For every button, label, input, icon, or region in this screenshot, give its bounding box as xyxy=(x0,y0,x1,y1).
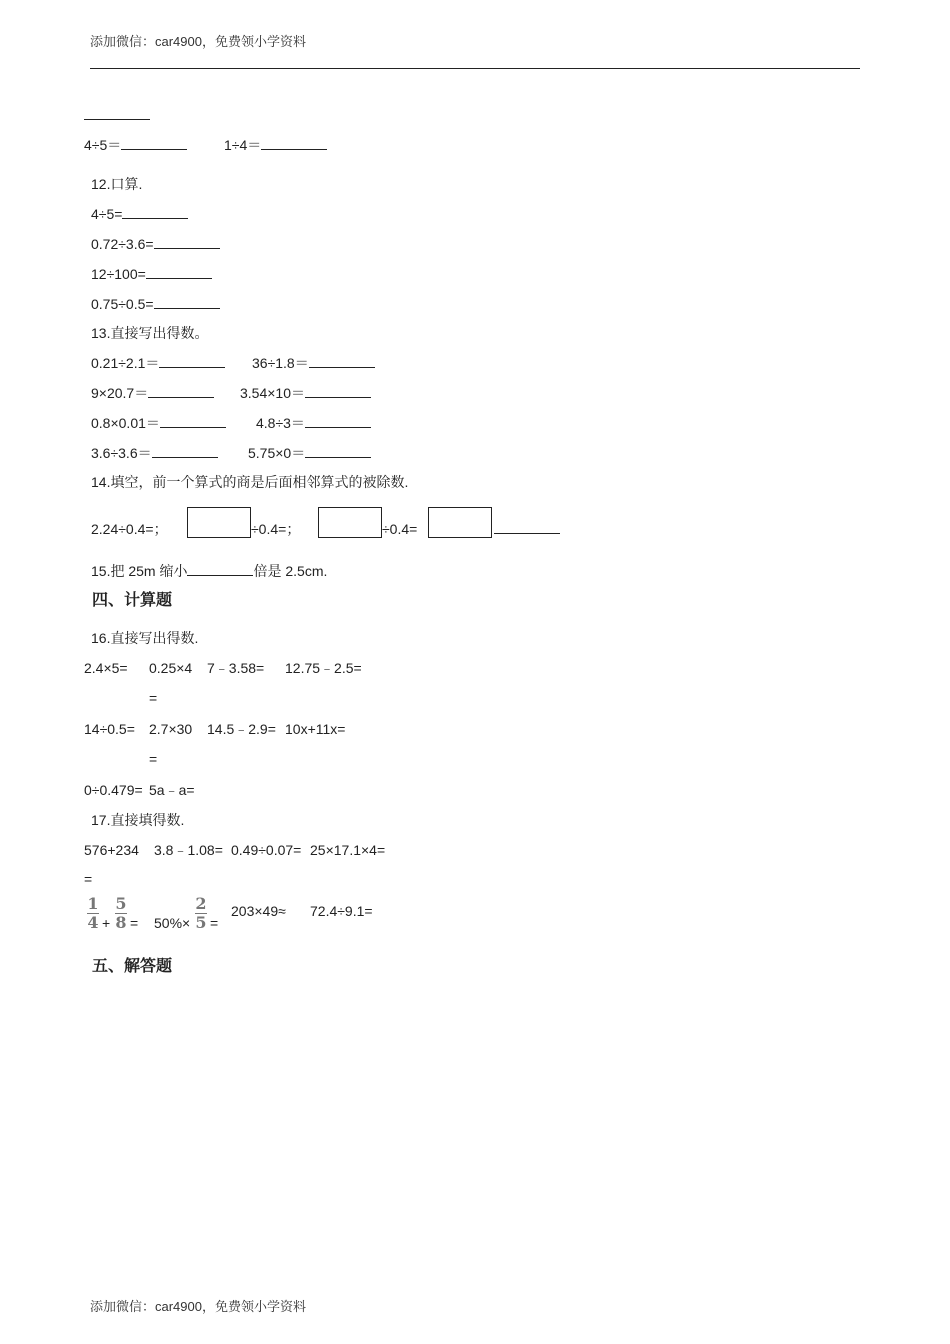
q13-item: 5.75×0＝ xyxy=(248,444,371,462)
q13-item: 3.6÷3.6＝ xyxy=(91,444,218,462)
q16-item: 0÷0.479= xyxy=(84,782,143,798)
answer-box[interactable] xyxy=(318,507,382,538)
q17-item: 3.8﹣1.08= xyxy=(154,842,223,858)
blank-line xyxy=(84,106,150,124)
q13-item: 0.8×0.01＝ xyxy=(91,414,226,432)
q16-title: 16.直接写出得数. xyxy=(91,630,199,646)
q16-item: 10x+11x= xyxy=(285,721,346,737)
plus-sign: + xyxy=(102,915,111,931)
q17-item: 72.4÷9.1= xyxy=(310,903,373,919)
fraction: 5 8 xyxy=(115,894,127,932)
q17-item: 203×49≈ xyxy=(231,903,286,919)
q14-title: 14.填空，前一个算式的商是后面相邻算式的被除数. xyxy=(91,474,409,490)
q12-item: 12÷100= xyxy=(91,265,212,283)
q13-item: 9×20.7＝ xyxy=(91,384,214,402)
answer-box[interactable] xyxy=(187,507,251,538)
q13-item: 0.21÷2.1＝ xyxy=(91,354,225,372)
page-header: 添加微信：car4900，免费领小学资料 xyxy=(90,34,306,49)
fraction: 1 4 xyxy=(87,894,99,932)
q16-item: 14.5﹣2.9= xyxy=(207,721,276,737)
q12-item: 0.72÷3.6= xyxy=(91,235,220,253)
q17-item: 0.49÷0.07= xyxy=(231,842,302,858)
q16-item-wrap: = xyxy=(149,690,158,706)
q16-item-wrap: = xyxy=(149,751,158,767)
q17-item: 576+234 xyxy=(84,842,139,858)
q17-item: 25×17.1×4= xyxy=(310,842,386,858)
q12-item: 4÷5= xyxy=(91,205,188,223)
q14-part3: ÷0.4= xyxy=(382,521,418,537)
equals-sign: = xyxy=(210,915,219,931)
q16-item: 5a﹣a= xyxy=(149,782,195,798)
answer-box[interactable] xyxy=(428,507,492,538)
header-rule xyxy=(90,68,860,69)
q11-item-b: 1÷4＝ xyxy=(224,136,327,154)
fraction: 2 5 xyxy=(195,894,207,932)
page-footer: 添加微信：car4900，免费领小学资料 xyxy=(90,1299,306,1314)
q16-item: 2.7×30 xyxy=(149,721,193,737)
section-title: 四、计算题 xyxy=(92,590,173,609)
q13-item: 3.54×10＝ xyxy=(240,384,371,402)
section-title: 五、解答题 xyxy=(92,956,173,975)
equals-sign: = xyxy=(130,915,139,931)
q16-item: 0.25×4 xyxy=(149,660,193,676)
q14-part1: 2.24÷0.4=； xyxy=(91,521,168,537)
q13-title: 13.直接写出得数。 xyxy=(91,325,209,341)
q13-item: 4.8÷3＝ xyxy=(256,414,371,432)
q17-item: 50%× xyxy=(154,915,191,931)
q11-item-a: 4÷5＝ xyxy=(84,136,187,154)
q13-item: 36÷1.8＝ xyxy=(252,354,375,372)
q16-item: 2.4×5= xyxy=(84,660,128,676)
q16-item: 7﹣3.58= xyxy=(207,660,265,676)
q17-title: 17.直接填得数. xyxy=(91,812,185,828)
q12-item: 0.75÷0.5= xyxy=(91,295,220,313)
q16-item: 12.75﹣2.5= xyxy=(285,660,362,676)
q17-item-wrap: = xyxy=(84,871,93,887)
q12-title: 12.口算. xyxy=(91,176,143,192)
q14-part2: ÷0.4=； xyxy=(251,521,301,537)
blank-line xyxy=(494,520,560,538)
q16-item: 14÷0.5= xyxy=(84,721,135,737)
q15: 15.把 25m 缩小 倍是 2.5cm. xyxy=(91,563,328,579)
